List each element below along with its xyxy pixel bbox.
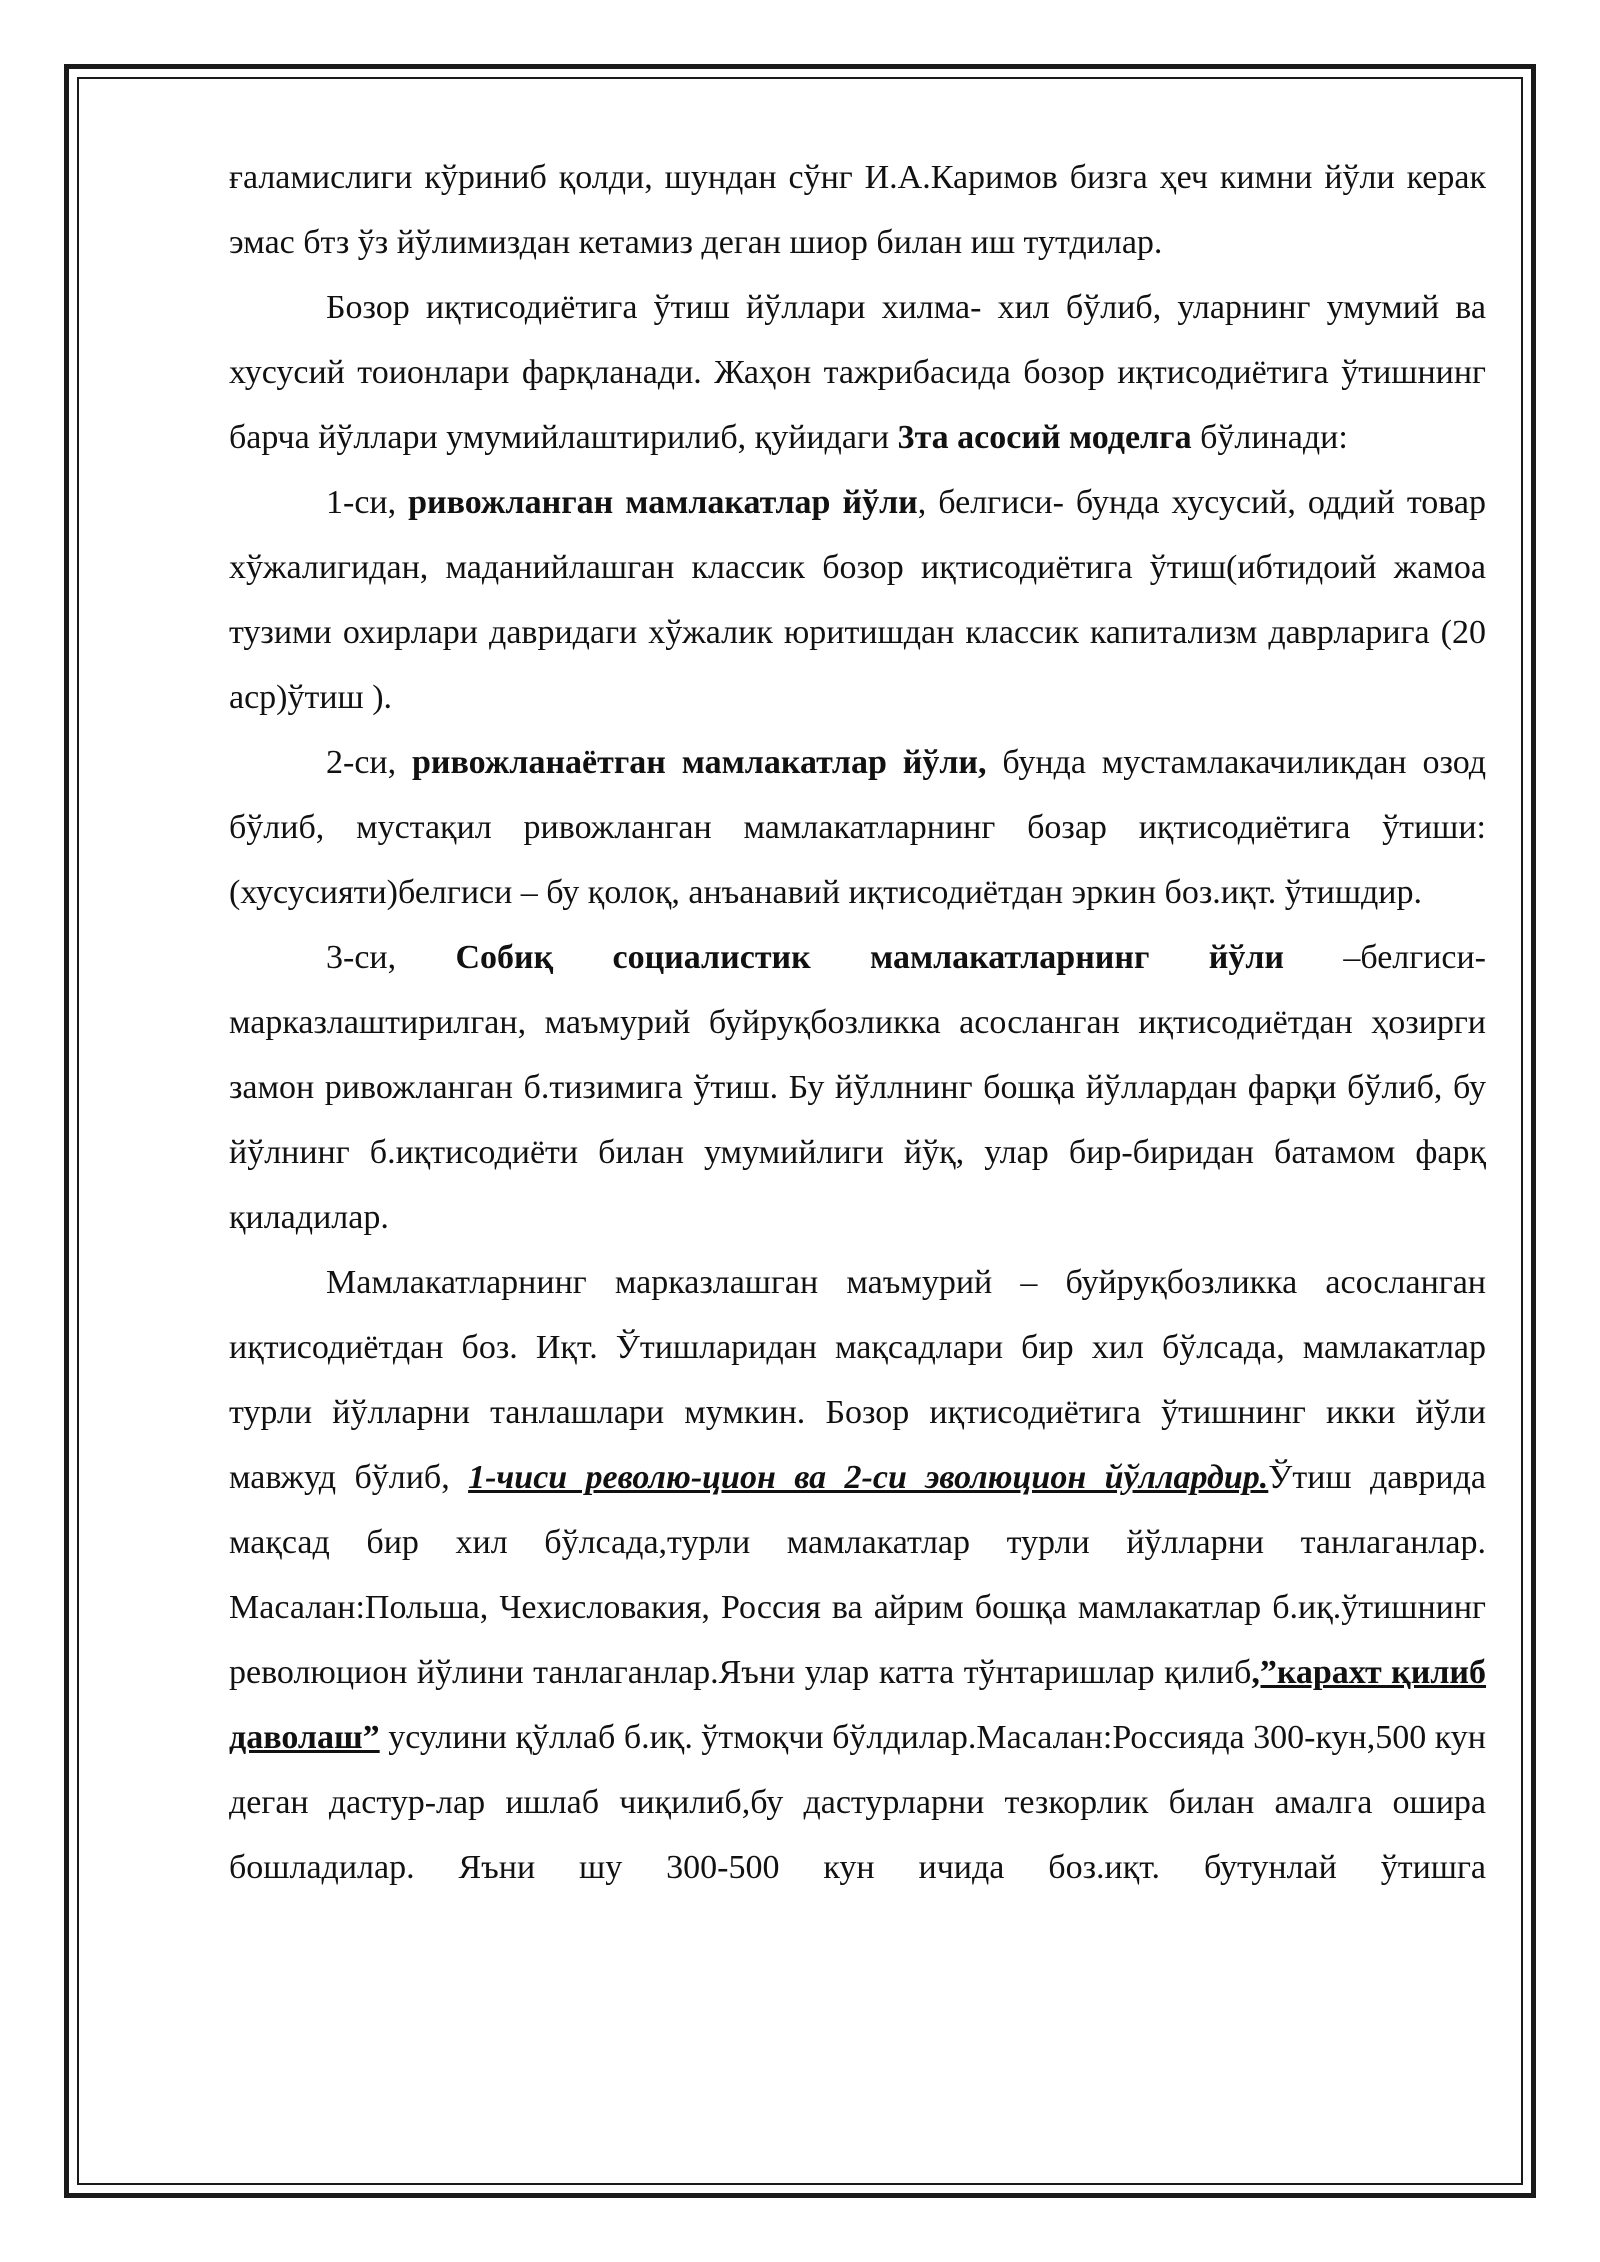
text-run-bold: ривожланган мамлакатлар йўли bbox=[408, 484, 918, 521]
text-run: бўлинади: bbox=[1191, 419, 1348, 456]
text-run-bold-underline: ,”карахт қилиб даволаш” bbox=[229, 1654, 1487, 1756]
paragraph bbox=[229, 470, 1486, 730]
text-run-bold: 3та асосий моделга bbox=[897, 419, 1192, 456]
text-run-bold-italic-underline: 1-чиси револю-цион ва 2-си эволюцион йўллардир. bbox=[468, 1459, 1269, 1496]
text-run: Мамлакатларнинг марказлашган маъмурий – буйруқбозликка асосланган иқтисодиётдан боз. Иқт. Ўтишларидан мақсадлари бир хил бўлсада, мамлакатлар турли йўлларни танлашлари мумкин. Бозор иқтисодиётига ўтишнинг икки йўли мавжуд бўлиб, bbox=[229, 1264, 1486, 1496]
paragraph bbox=[229, 925, 1486, 1250]
paragraph bbox=[229, 1250, 1486, 1900]
document-body bbox=[229, 145, 1486, 1900]
text-run: 2-си, bbox=[326, 744, 412, 781]
text-run: Бозор иқтисодиётига ўтиш йўллари хилма- хил бўлиб, уларнинг умумий ва хусусий тоионлари фарқланади. Жаҳон тажрибасида бозор иқтисодиётига ўтишнинг барча йўллари умумийлаштирилиб, қуйидаги bbox=[229, 289, 1486, 456]
text-run-bold: Собиқ социалистик мамлакатларнинг йўли bbox=[455, 939, 1285, 976]
paragraph bbox=[229, 730, 1486, 925]
text-run: усулини қўллаб б.иқ. ўтмоқчи бўлдилар.Масалан:Россияда 300-кун,500 кун деган дастур-лар ишлаб чиқилиб,бу дастурларни тезкорлик билан амалга ошира бошладилар. Яъни шу 300-500 кун ичида боз.иқт. бутунлай ўтишга bbox=[229, 1719, 1486, 1886]
text-run: бунда мустамлакачиликдан озод бўлиб, мустақил ривожланган мамлакатларнинг бозар иқтисодиётига ўтиши: (хусусияти)белгиси – бу қолоқ, анъанавий иқтисодиётдан эркин боз.иқт. ўтишдир. bbox=[229, 744, 1487, 911]
paragraph bbox=[229, 145, 1486, 275]
paragraph bbox=[229, 275, 1486, 470]
text-run: 1-си, bbox=[326, 484, 409, 521]
text-run: Ўтиш даврида мақсад бир хил бўлсада,турли мамлакатлар турли йўлларни танлаганлар. Масалан:Польша, Чехисловакия, Россия ва айрим бошқа мамлакатлар б.иқ.ўтишнинг революцион йўлини танлаганлар.Яъни улар катта тўнтаришлар қилиб bbox=[229, 1459, 1487, 1691]
text-run: , белгиси- бунда хусусий, оддий товар хўжалигидан, маданийлашган классик бозор иқтисодиётига ўтиш(ибтидоий жамоа тузими охирлари давридаги хўжалик юритишдан классик капитализм даврларига (20 аср)ўтиш ). bbox=[229, 484, 1486, 716]
text-run: ғаламислиги кўриниб қолди, шундан сўнг И.А.Каримов бизга ҳеч кимни йўли керак эмас бтз ўз йўлимиздан кетамиз деган шиор билан иш тутдилар. bbox=[229, 159, 1486, 261]
text-run: –белгиси- марказлаштирилган, маъмурий буйруқбозликка асосланган иқтисодиётдан ҳозирги замон ривожланган б.тизимига ўтиш. Бу йўллнинг бошқа йўллардан фарқи бўлиб, бу йўлнинг б.иқтисодиёти билан умумийлиги йўқ, улар бир-биридан батамом фарқ қиладилар. bbox=[229, 939, 1486, 1236]
text-run-bold: ривожланаётган мамлакатлар йўли, bbox=[411, 744, 987, 781]
text-run: 3-си, bbox=[326, 939, 456, 976]
